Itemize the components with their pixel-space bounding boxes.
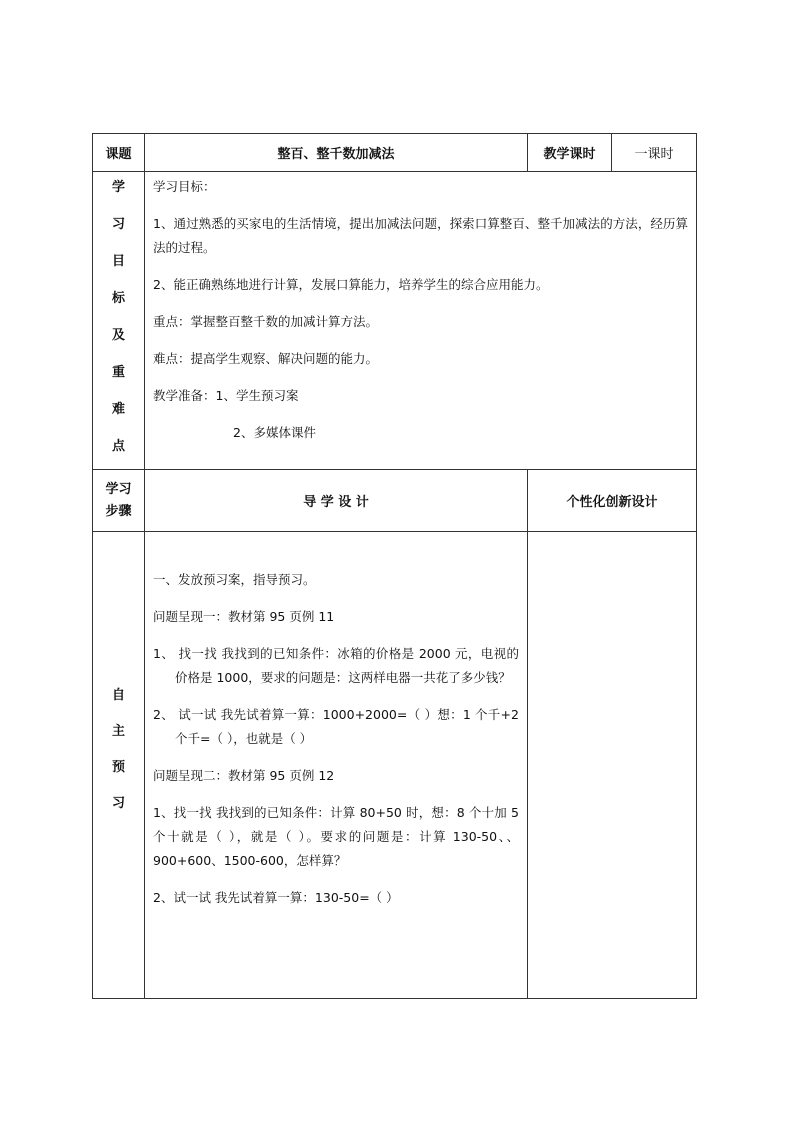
self-study-label-char: 习 (111, 796, 125, 811)
prep-2: 2、多媒体课件 (233, 425, 316, 440)
objectives-label-char: 及 (111, 328, 125, 343)
prep-1: 教学准备：1、学生预习案 (153, 388, 299, 403)
objectives-label (93, 172, 145, 470)
problem1-item1: 1、 找一找 我找到的已知条件：冰箱的价格是 2000 元，电视的价格是 1000，要求的问题是：这两样电器一共花了多少钱？ (153, 646, 519, 685)
header-row (93, 134, 697, 172)
topic-title: 整百、整千数加减法 (145, 134, 528, 172)
steps-header-row (93, 470, 697, 532)
problem2-title: 问题呈现二：教材第 95 页例 12 (153, 768, 335, 783)
objective-item-1: 1、通过熟悉的买家电的生活情境，提出加减法问题，探索口算整百、整千加减法的方法，经历算法的过程。 (153, 216, 688, 255)
objectives-label-char: 标 (111, 291, 125, 306)
self-study-label-char: 主 (111, 724, 125, 739)
objectives-label-char: 重 (111, 365, 125, 380)
periods-value: 一课时 (612, 134, 697, 172)
section-title: 一、发放预习案，指导预习。 (153, 572, 316, 587)
problem2-item2: 2、试一试 我先试着算一算：130-50=（ ） (153, 890, 399, 905)
personal-design-cell (528, 532, 697, 999)
difficulty: 难点：提高学生观察、解决问题的能力。 (153, 351, 379, 366)
self-study-content (145, 532, 528, 999)
objectives-label-char: 目 (111, 254, 125, 269)
self-study-row (93, 532, 697, 999)
steps-label-line2: 步骤 (105, 503, 132, 519)
self-study-label (93, 532, 145, 999)
objective-item-2: 2、能正确熟练地进行计算，发展口算能力，培养学生的综合应用能力。 (153, 277, 549, 292)
self-study-label-char: 预 (111, 760, 125, 775)
objectives-content (145, 172, 697, 470)
periods-label: 教学课时 (528, 134, 612, 172)
objectives-title: 学习目标： (153, 179, 216, 194)
steps-label (93, 470, 145, 532)
problem2-item1: 1、找一找 我找到的已知条件：计算 80+50 时，想：8 个十加 5 个十就是（ ），就是（ ）。要求的问题是：计算 130-50、、900+600、1500-600，怎样算？ (153, 805, 519, 868)
objectives-label-char: 习 (111, 217, 125, 232)
objectives-label-char: 点 (111, 439, 125, 454)
problem1-item2: 2、 试一试 我先试着算一算：1000+2000=（ ）想：1 个千+2 个千=（ ），也就是（ ） (153, 707, 519, 746)
lesson-plan-table (92, 133, 697, 999)
objectives-label-char: 难 (111, 402, 125, 417)
personal-design-header: 个性化创新设计 (528, 470, 697, 532)
guide-design-header: 导 学 设 计 (145, 470, 528, 532)
problem1-title: 问题呈现一：教材第 95 页例 11 (153, 609, 335, 624)
objectives-label-char: 学 (111, 180, 125, 195)
self-study-label-char: 自 (111, 688, 125, 703)
steps-label-line1: 学习 (105, 481, 132, 497)
key-point: 重点：掌握整百整千数的加减计算方法。 (153, 314, 379, 329)
topic-label: 课题 (93, 134, 145, 172)
objectives-row (93, 172, 697, 470)
